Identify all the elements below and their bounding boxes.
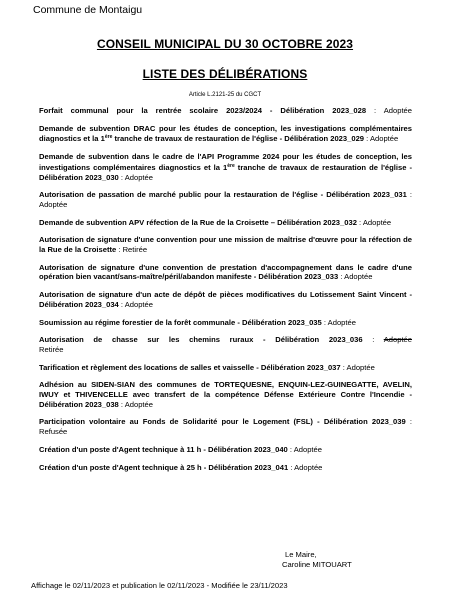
deliberation-status: : Adoptée <box>366 106 412 115</box>
deliberation-title: Création d'un poste d'Agent technique à 25 h - Délibération 2023_041 <box>39 462 289 472</box>
struck-status: Adoptée <box>383 335 412 345</box>
document-subtitle: LISTE DES DÉLIBÉRATIONS <box>142 67 308 81</box>
signature-name: Caroline MITOUART <box>282 559 352 569</box>
deliberation-title: Tarification et règlement des locations de salles et vaisselle - Délibération 2023_037 <box>39 362 341 372</box>
deliberation-status: : Adoptée <box>118 172 153 182</box>
deliberation-title: Autorisation de passation de marché public pour la restauration de l'église - Délibération 2023_031 <box>39 190 407 200</box>
deliberation-status: : Retirée <box>116 245 148 255</box>
deliberation-status: : Adoptée <box>287 444 322 454</box>
signature-block <box>282 550 352 569</box>
deliberation-status: : Adoptée <box>356 217 392 227</box>
list-item <box>39 190 412 209</box>
deliberations-list <box>39 106 412 472</box>
ordinal-suffix: ère <box>227 162 235 169</box>
list-item <box>39 235 412 254</box>
deliberation-title: Autorisation de signature d'une convention de prestation d'accompagnement dans le cadre d'une opération bien vacant/sans-maître/péril/abandon manifeste - Délibération 2023_033 <box>39 262 412 282</box>
list-item <box>39 463 412 473</box>
deliberation-title: Demande de subvention DRAC pour les études de conception, les investigations complémentaires diagnostics et la 1ère tranche de travaux de restauration de l'église - Délibération 2023_029 <box>39 123 412 144</box>
list-item <box>39 290 412 309</box>
list-item: Autorisation de chasse sur les chemins ruraux - Délibération 2023_036 : Adoptée Retirée <box>39 335 412 354</box>
deliberation-status: : Adoptée <box>118 299 153 309</box>
deliberation-title: Autorisation de signature d'un acte de dépôt de pièces modificatives du Lotissement Saint Vincent - Délibération 2023_034 <box>39 290 412 309</box>
list-item <box>39 445 412 455</box>
list-item <box>39 363 412 373</box>
deliberation-title: Autorisation de chasse sur les chemins ruraux - Délibération 2023_036 <box>39 335 363 345</box>
deliberation-status: : Refusée <box>39 417 412 437</box>
deliberation-title: Demande de subvention APV réfection de la Rue de la Croisette – Délibération 2023_032 <box>39 217 357 227</box>
deliberation-status: : Adoptée <box>338 272 373 282</box>
deliberation-title: Participation volontaire au Fonds de Solidarité pour le Logement (FSL) - Délibération 2023_039 <box>39 417 406 427</box>
commune-name: Commune de Montaigu <box>33 4 143 16</box>
deliberation-title: Soumission au régime forestier de la forêt communale - Délibération 2023_035 <box>39 317 322 327</box>
deliberation-title: Création d'un poste d'Agent technique à 11 h - Délibération 2023_040 <box>39 444 288 454</box>
deliberation-status: Retirée <box>39 344 64 354</box>
list-item <box>39 218 412 228</box>
deliberation-title: Demande de subvention dans le cadre de l'API Programme 2024 pour les études de conception, les investigations complémentaires diagnostics et la 1ère tranche de travaux de restauration de l'église - Délibération 2023_030 <box>39 152 412 182</box>
list-item <box>39 417 412 436</box>
deliberation-status: : Adoptée <box>118 399 153 409</box>
deliberation-title: Adhésion au SIDEN-SIAN des communes de TORTEQUESNE, ENQUIN-LEZ-GUINEGATTE, AVELIN, IWUY et THIVENCELLE avec transfert de la compétence Défense Extérieure Contre l'Incendie - Délibération 2023_038 <box>39 380 412 409</box>
list-item <box>39 124 412 144</box>
deliberation-status: : Adoptée <box>39 190 412 209</box>
deliberation-title: Autorisation de signature d'une convention pour une mission de maîtrise d'œuvre pour la réfection de la Rue de la Croisette <box>39 235 412 255</box>
publication-footer: Affichage le 02/11/2023 et publication le 02/11/2023 - Modifiée le 23/11/2023 <box>31 581 288 590</box>
list-item <box>39 380 412 409</box>
legal-reference: Article L.2121-25 du CGCT <box>188 92 262 98</box>
list-item <box>39 106 412 116</box>
ordinal-suffix: ère <box>104 134 113 141</box>
document-title: CONSEIL MUNICIPAL DU 30 OCTOBRE 2023 <box>96 37 354 51</box>
deliberation-status: : Adoptée <box>321 317 356 327</box>
deliberation-status: : Adoptée <box>340 362 375 372</box>
signature-role: Le Maire, <box>285 550 317 559</box>
list-item <box>39 152 412 182</box>
list-item <box>39 263 412 282</box>
deliberation-status: : Adoptée <box>288 462 323 472</box>
deliberation-title: Forfait communal pour la rentrée scolaire 2023/2024 - Délibération 2023_028 <box>39 106 367 115</box>
deliberation-status: : Adoptée <box>364 134 399 144</box>
list-item <box>39 318 412 328</box>
